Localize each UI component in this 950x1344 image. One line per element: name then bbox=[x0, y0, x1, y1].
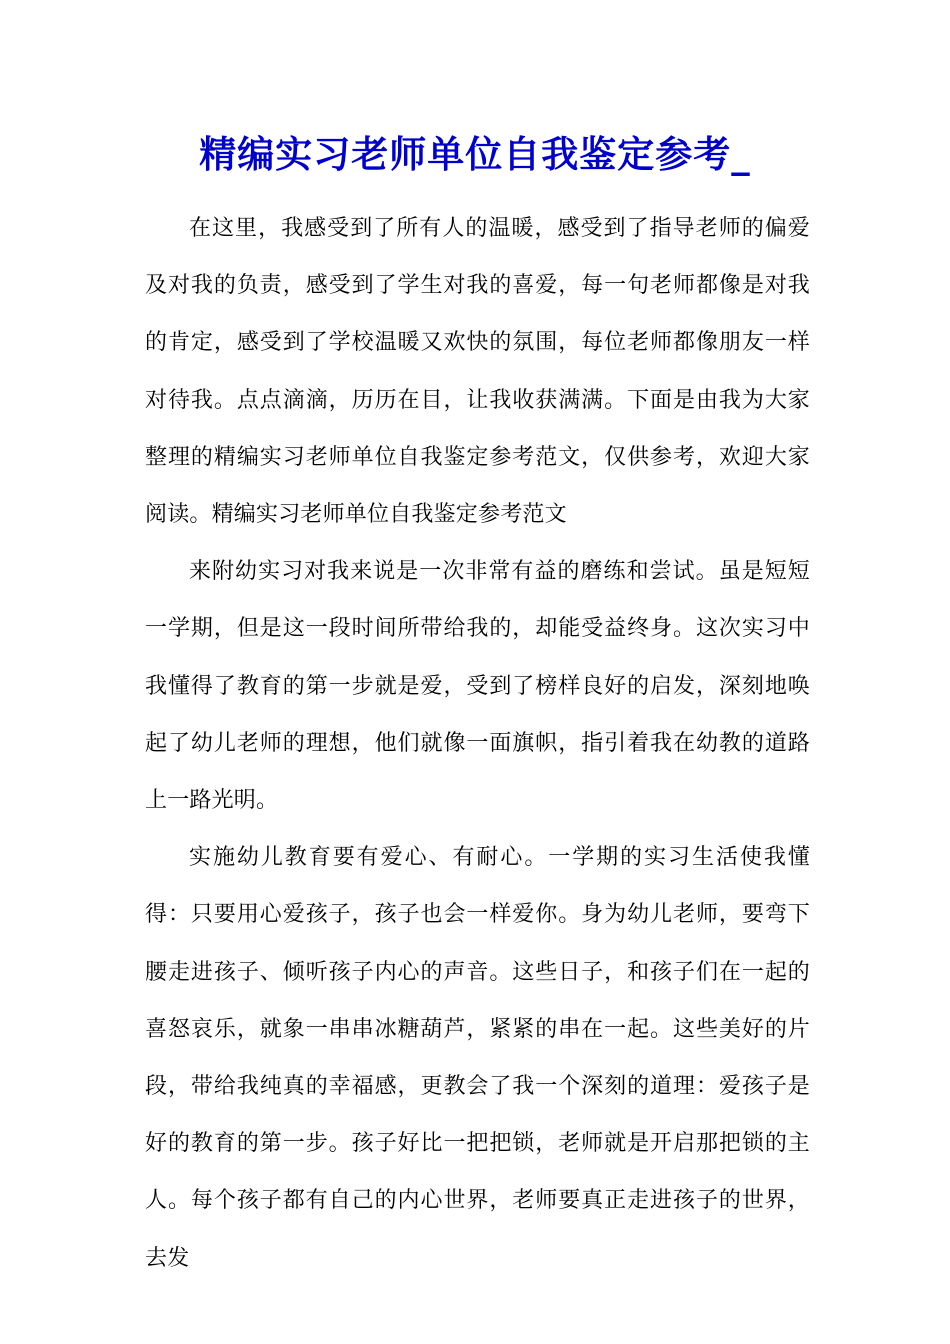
paragraph-1: 在这里，我感受到了所有人的温暖，感受到了指导老师的偏爱及对我的负责，感受到了学生对我的喜爱，每一句老师都像是对我的肯定，感受到了学校温暖又欢快的氛围，每位老师都像朋友一样对待我。点点滴滴，历历在目，让我收获满满。下面是由我为大家整理的精编实习老师单位自我鉴定参考范文，仅供参考，欢迎大家阅读。精编实习老师单位自我鉴定参考范文 bbox=[145, 216, 810, 528]
paragraph-2: 来附幼实习对我来说是一次非常有益的磨练和尝试。虽是短短一学期，但是这一段时间所带给我的，却能受益终身。这次实习中我懂得了教育的第一步就是爱，受到了榜样良好的启发，深刻地唤起了幼儿老师的理想，他们就像一面旗帜，指引着我在幼教的道路上一路光明。 bbox=[145, 559, 810, 814]
paragraph-3: 实施幼儿教育要有爱心、有耐心。一学期的实习生活使我懂得：只要用心爱孩子，孩子也会一样爱你。身为幼儿老师，要弯下腰走进孩子、倾听孩子内心的声音。这些日子，和孩子们在一起的喜怒哀乐，就象一串串冰糖葫芦，紧紧的串在一起。这些美好的片段，带给我纯真的幸福感，更教会了我一个深刻的道理：爱孩子是好的教育的第一步。孩子好比一把把锁，老师就是开启那把锁的主人。每个孩子都有自己的内心世界，老师要真正走进孩子的世界，去发 bbox=[145, 845, 810, 1271]
document-body bbox=[145, 200, 810, 1287]
document-title: 精编实习老师单位自我鉴定参考_ bbox=[199, 132, 751, 176]
